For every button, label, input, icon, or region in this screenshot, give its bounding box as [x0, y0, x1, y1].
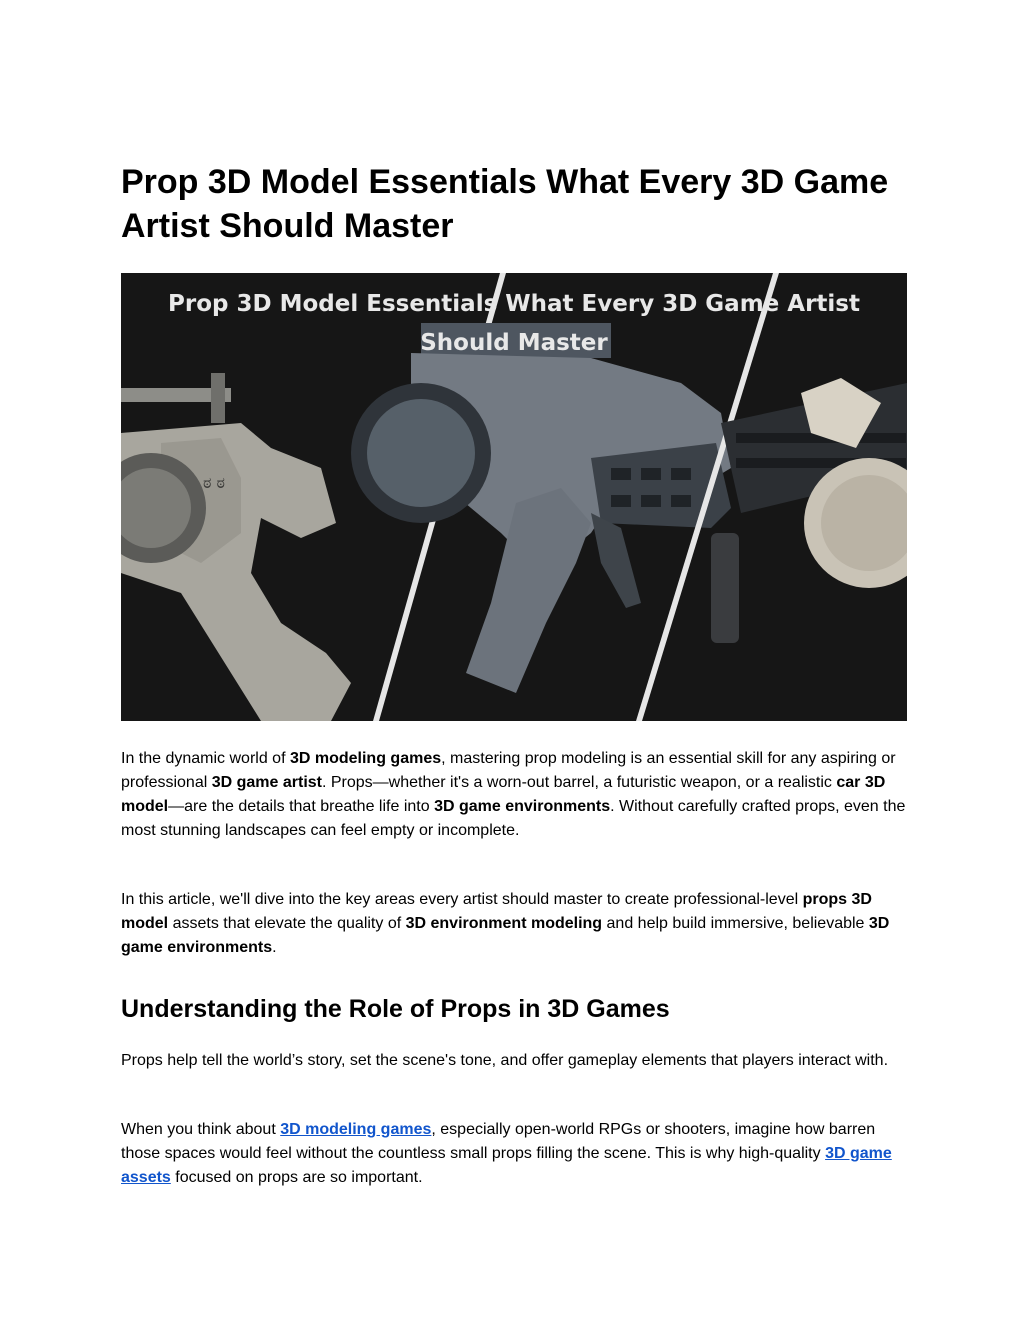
intro-paragraph: [121, 747, 907, 843]
hero-image: [121, 273, 907, 721]
p2-text-2: assets that elevate the quality of: [168, 915, 406, 932]
section-heading: Understanding the Role of Props in 3D Games: [121, 995, 670, 1023]
link-3d-game-assets[interactable]: 3D game assets: [121, 1145, 892, 1186]
link-3d-modeling-games[interactable]: 3D modeling games: [280, 1121, 432, 1138]
p2-text-3: and help build immersive, believable: [602, 915, 869, 932]
overview-paragraph: [121, 888, 907, 960]
p2-text-1: In this article, we'll dive into the key areas every artist should master to create professional-level: [121, 891, 803, 908]
p4-text-1: When you think about: [121, 1121, 281, 1138]
p2-bold-1: props 3D model: [121, 891, 872, 932]
p1-text-1: In the dynamic world of: [121, 750, 290, 767]
p4-text-3: focused on props are so important.: [170, 1169, 423, 1186]
p1-bold-3: car 3D model: [121, 774, 886, 815]
hero-caption-line-2: Should Master: [420, 330, 608, 356]
p1-bold-1: 3D modeling games: [289, 750, 442, 767]
props-role-paragraph: Props help tell the world’s story, set the scene's tone, and offer gameplay elements that players interact with.: [121, 1052, 889, 1069]
p1-text-2: , mastering prop modeling is an essential skill for any aspiring or professional: [121, 750, 896, 791]
hero-caption-line-1: Prop 3D Model Essentials What Every 3D Game Artist: [168, 291, 860, 317]
p2-bold-2: 3D environment modeling: [405, 915, 603, 932]
p4-text-2: , especially open-world RPGs or shooters, imagine how barren those spaces would feel without the countless small props filling the scene. This is why high-quality: [121, 1121, 876, 1162]
p2-bold-3: 3D game environments: [121, 915, 890, 956]
svg-text:ಠ ಠ: ಠ ಠ: [203, 473, 226, 492]
p1-text-3: . Props—whether it's a worn-out barrel, a futuristic weapon, or a realistic: [321, 774, 837, 791]
p1-bold-4: 3D game environments: [434, 798, 611, 815]
p1-text-5: . Without carefully crafted props, even the most stunning landscapes can feel empty or incomplete.: [121, 798, 906, 839]
p2-text-4: .: [272, 939, 277, 956]
article-title: Prop 3D Model Essentials What Every 3D Game Artist Should Master: [121, 163, 889, 245]
games-paragraph: [121, 1118, 907, 1190]
p1-bold-2: 3D game artist: [211, 774, 322, 791]
hero-caption: [121, 285, 907, 363]
p1-text-4: —are the details that breathe life into: [168, 798, 435, 815]
